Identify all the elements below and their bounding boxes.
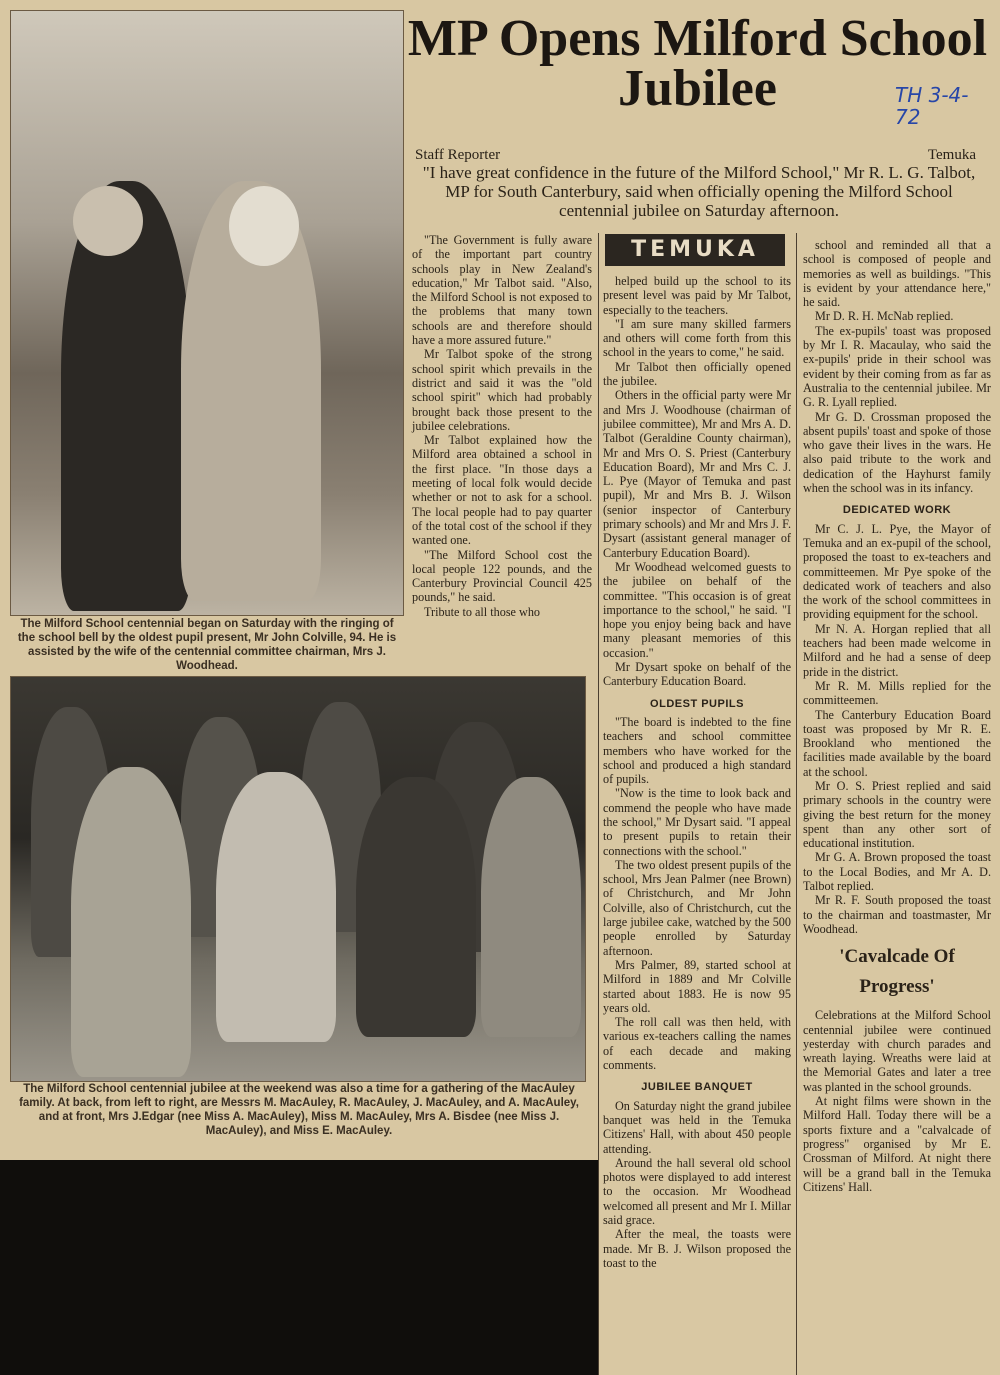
paragraph: Mr O. S. Priest replied and said primary schools in the country were giving the best return for the money spent than any other sort of educational institution. <box>803 778 991 851</box>
dark-background <box>0 1160 598 1375</box>
paragraph: Mr D. R. H. McNab replied. <box>815 309 954 324</box>
lead-paragraph: "I have great confidence in the future of the Milford School," Mr R. L. G. Talbot, MP for South Canterbury, said when officially opening the Milford School centennial jubilee on Saturday afternoon. <box>422 163 976 220</box>
macauley-family-photo <box>10 676 586 1082</box>
paragraph: Mr C. J. L. Pye, the Mayor of Temuka and an ex-pupil of the school, proposed the toast to ex-teachers and committeemen. Mr Pye spoke of the dedicated work of teachers and also the work of the school committees in providing equipment for the school. <box>803 521 991 622</box>
paragraph: Mr G. A. Brown proposed the toast to the Local Bodies, and Mr A. D. Talbot replied. <box>803 850 991 894</box>
paragraph: Celebrations at the Milford School centennial jubilee were continued yesterday with church parades and wreath laying. Wreaths were laid at the Memorial Gates and later a tree was planted in the school grounds. <box>803 1008 991 1094</box>
paragraph: The ex-pupils' toast was proposed by Mr I. R. Macaulay, who said the ex-pupils' pride in their school was evident by their coming from as far as Australia to the centennial jubilee. Mr G. R. Lyall replied. <box>803 323 991 410</box>
person-figure <box>481 777 581 1037</box>
paragraph: Mr Talbot spoke of the strong school spirit which prevails in the district and said it was the "old school spirit" which had probably brought back those present to the jubilee celebrations. <box>412 347 592 433</box>
byline: Staff Reporter <box>415 147 501 163</box>
paragraph: At night films were shown in the Milford Hall. Today there will be a sports fixture and a "calvalcade of progress" organised by Mr E. Crossman of Milford. At night there will be a grand ball in the Temuka Citizens' Hall. <box>803 1094 991 1194</box>
bell-ringing-photo <box>10 10 404 616</box>
paragraph: The roll call was then held, with various ex-teachers calling the names of each decade and making comments. <box>603 1015 791 1073</box>
paragraph: Tribute to all those who <box>424 604 541 619</box>
column-rule <box>796 233 797 1375</box>
subheading-oldest-pupils: OLDEST PUPILS <box>650 697 744 710</box>
paragraph: After the meal, the toasts were made. Mr B. J. Wilson proposed the toast to the <box>603 1227 791 1270</box>
paragraph: The Canterbury Education Board toast was proposed by Mr R. E. Brookland who mentioned the facilities made available by the board at the school. <box>803 707 991 779</box>
article-column-3 <box>803 238 991 1194</box>
man-face <box>73 186 143 256</box>
person-figure <box>356 777 476 1037</box>
person-figure <box>216 772 336 1042</box>
paragraph: Others in the official party were Mr and Mrs J. Woodhouse (chairman of jubilee committee), Mr and Mrs A. D. Talbot (Geraldine County chairman), Mr and Mrs O. S. Priest (Canterbury Education Board), Mr and Mrs C. J. L. Pye (Mayor of Temuka and past pupil), Mr and Mrs B. J. Wilson (senior inspector of Canterbury primary schools) and Mr and Mrs J. F. Dysart (assistant general manager of Canterbury Education Board). <box>603 388 791 560</box>
subheading-dedicated-work: DEDICATED WORK <box>842 504 952 517</box>
paragraph: Mr Woodhead welcomed guests to the jubilee on behalf of the committee. "This occasion is of great importance to the school," he said. "I hope you enjoy being back and have many pleasant memories of this occasion." <box>603 559 791 660</box>
paragraph: "I am sure many skilled farmers and others will come forth from this school in the years to come," he said. <box>603 316 791 360</box>
subheading-jubilee-banquet: JUBILEE BANQUET <box>641 1081 753 1094</box>
paragraph: Mr R. M. Mills replied for the committeemen. <box>803 678 991 708</box>
paragraph: Mr N. A. Horgan replied that all teachers had been made welcome in Milford and he had a sense of deep pride in the district. <box>803 621 991 679</box>
paragraph: "The Government is fully aware of the important part country schools play in New Zealand's education," Mr Talbot said. "Also, the Milford School is not exposed to the problems that many town schools are and therefore should have a more assured future." <box>412 233 592 348</box>
paragraph: Around the hall several old school photos were displayed to add interest to the occasion. Mr Woodhead welcomed all present and Mr I. Millar said grace. <box>603 1155 791 1227</box>
paragraph: helped build up the school to its present level was paid by Mr Talbot, especially to the teachers. <box>603 274 791 317</box>
paragraph: "Now is the time to look back and commend the people who have made the school," Mr Dysart said. "I appeal to present pupils to retain their connections with the school." <box>603 786 791 858</box>
paragraph: The two oldest present pupils of the school, Mrs Jean Palmer (nee Brown) of Christchurch, and Mr John Colville, also of Christchurch, cut the large jubilee cake, watched by the 500 people enrolled by Saturday afternoon. <box>603 857 791 958</box>
paragraph: Mr G. D. Crossman proposed the absent pupils' toast and spoke of those who gave their lives in the wars. He also paid tribute to the work and dedication of the Hayhurst family when the school was in its infancy. <box>803 409 991 496</box>
paragraph: school and reminded all that a school is composed of people and memories as well as buildings. "This is evident by your attendance here," he said. <box>803 238 991 310</box>
column-rule <box>598 233 599 1375</box>
paragraph: On Saturday night the grand jubilee banquet was held in the Temuka Citizens' Hall, with about 450 people attending. <box>603 1098 791 1156</box>
subheading-cavalcade: 'Cavalcade Of Progress' <box>839 946 955 998</box>
headline: MP Opens Milford School Jubilee <box>407 10 988 117</box>
paragraph: Mr Dysart spoke on behalf of the Canterbury Education Board. <box>603 660 791 689</box>
paragraph: "The board is indebted to the fine teachers and school committee members who have worked for the school and produced a high standard of pupils. <box>603 714 791 787</box>
paragraph: Mr R. F. South proposed the toast to the chairman and toastmaster, Mr Woodhead. <box>803 893 991 936</box>
woman-face <box>229 186 299 266</box>
temuka-banner: TEMUKA <box>605 234 785 266</box>
handwritten-date: TH 3-4-72 <box>895 83 969 129</box>
person-figure <box>71 767 191 1077</box>
photo1-caption: The Milford School centennial began on Saturday with the ringing of the school bell by the oldest pupil present, Mr John Colville, 94. He is assisted by the wife of the centennial committee chairman, Mrs J. Woodhead. <box>17 618 397 672</box>
paragraph: Mr Talbot then officially opened the jubilee. <box>603 359 791 389</box>
article-column-1 <box>412 233 592 619</box>
photo2-caption: The Milford School centennial jubilee at the weekend was also a time for a gathering of the MacAuley family. At back, from left to right, are Messrs M. MacAuley, R. MacAuley, J. MacAuley, and A. MacAuley, and at front, Mrs J.Edgar (nee Miss A. MacAuley), Miss M. MacAuley, Mrs A. Bisdee (nee Miss J. MacAuley), and Miss E. MacAuley. <box>19 1083 579 1137</box>
article-column-2 <box>603 274 791 1270</box>
paragraph: Mrs Palmer, 89, started school at Milford in 1889 and Mr Colville started about 1883. He is now 95 years old. <box>603 957 791 1015</box>
paragraph: "The Milford School cost the local people 122 pounds, and the Canterbury Provincial Council 425 pounds," he said. <box>412 547 592 605</box>
paragraph: Mr Talbot explained how the Milford area obtained a school in the first place. "In those days a meeting of local folk would decide whether or not to ask for a school. The local people had to pay quarter of the total cost of the school if they wanted one. <box>412 433 592 548</box>
dateline: Temuka <box>927 147 976 163</box>
